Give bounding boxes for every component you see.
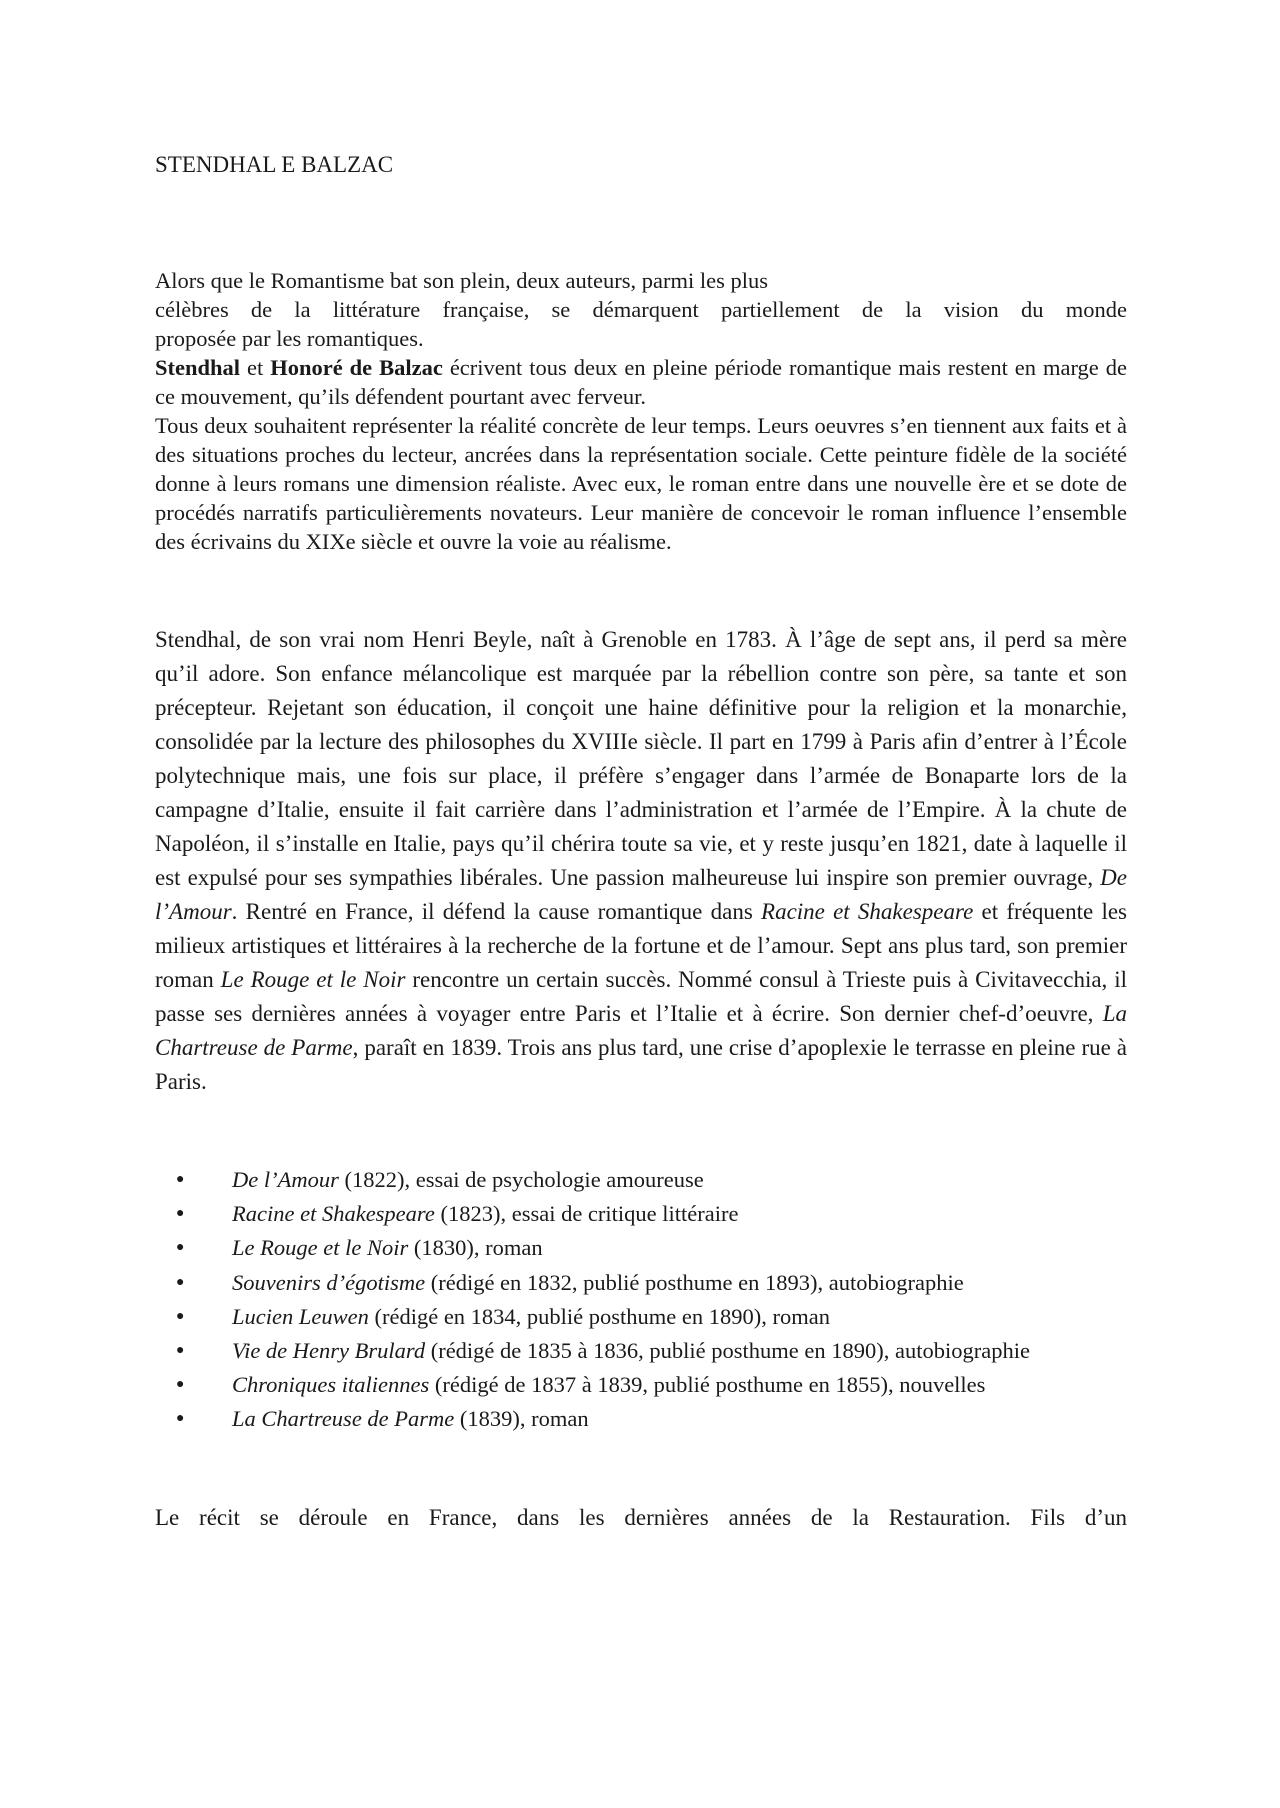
intro-paragraph-2 [155,353,1127,411]
list-item [155,1266,1127,1300]
bullet-icon: ● [176,1206,185,1222]
bullet-icon: ● [176,1411,185,1427]
author-name-balzac: Honoré de Balzac [270,355,443,380]
intro-line-3: proposée par les romantiques. [155,326,424,351]
bullet-icon: ● [176,1172,185,1187]
bio-text-3: et fréquente les milieux artistiques et littéraires à la recherche de la fortune et de l’amour. Sept ans plus tard, son premier roman [155,899,1128,992]
bio-title-racine: Racine et Shakespeare [761,899,974,924]
work-title: Chroniques italiennes [232,1372,430,1398]
bio-title-chartreuse: La Chartreuse de Parme [155,1001,1127,1060]
intro-paragraph-3: Tous deux souhaitent représenter la réalité concrète de leur temps. Leurs oeuvres s’en tiennent aux faits et à des situations proches du lecteur, ancrées dans la représentation sociale. Cette peinture fidèle de la société donne à leurs romans une dimension réaliste. Avec eux, le roman entre dans une nouvelle ère et se dote de procédés narratifs particulièrements novateurs. Leur manière de concevoir le roman influence l’ensemble des écrivains du XIXe siècle et ouvre la voie au réalisme. [155,413,1127,554]
work-title: Racine et Shakespeare [232,1201,435,1227]
work-details: (1839), roman [454,1406,589,1432]
biography-paragraph [155,623,1127,1099]
work-details: (1830), roman [408,1235,543,1261]
bio-text-2: . Rentré en France, il défend la cause romantique dans [231,899,762,924]
intro-p2-text-1: et [240,355,271,380]
bullet-icon: ● [176,1240,185,1256]
document-title: STENDHAL E BALZAC [155,152,394,177]
bio-title-de-lamour: De l’Amour [155,865,1127,924]
bullet-icon: ● [176,1377,185,1393]
work-details: (rédigé de 1835 à 1836, publié posthume en 1890), autobiographie [425,1338,1030,1364]
list-item [155,1163,1127,1197]
work-details: (rédigé de 1837 à 1839, publié posthume en 1855), nouvelles [429,1372,986,1398]
list-item [155,1368,1127,1402]
bullet-icon: ● [176,1308,185,1324]
list-item [155,1300,1127,1334]
work-details: (1822), essai de psychologie amoureuse [338,1167,704,1192]
stendhal-biography [155,623,1127,1099]
list-item [155,1231,1127,1265]
work-title: Le Rouge et le Noir [232,1235,409,1261]
work-title: Lucien Leuwen [232,1303,369,1329]
work-details: (rédigé en 1834, publié posthume en 1890), roman [368,1303,830,1329]
bio-text-4: rencontre un certain succès. Nommé consul à Trieste puis à Civitavecchia, il passe ses dernières années à voyager entre Paris et l’Italie et à écrire. Son dernier chef-d’oeuvre, [155,967,1127,1026]
work-title: Souvenirs d’égotisme [232,1269,426,1295]
bio-text-5: , paraît en 1839. Trois ans plus tard, une crise d’apoplexie le terrasse en pleine rue à Paris. [155,1035,1127,1094]
work-details: (rédigé en 1832, publié posthume en 1893), autobiographie [425,1269,964,1295]
novel-summary-start: Le récit se déroule en France, dans les dernières années de la Restauration. Fils d’un [155,1504,1127,1530]
author-name-stendhal: Stendhal [155,355,241,380]
work-details: (1823), essai de critique littéraire [434,1201,739,1227]
work-title: De l’Amour [232,1167,339,1192]
bio-title-rouge-noir: Le Rouge et le Noir [220,967,406,992]
bullet-icon: ● [176,1343,185,1359]
document-body [155,150,1127,1558]
intro-p2-text-2: écrivent tous deux en pleine période romantique mais restent en marge de ce mouvement, qu’ils défendent pourtant avec ferveur. [155,355,1127,409]
intro-line-1: Alors que le Romantisme bat son plein, deux auteurs, parmi les plus [155,268,769,293]
work-title: Vie de Henry Brulard [232,1338,426,1364]
work-title: La Chartreuse de Parme [232,1406,455,1432]
list-item [155,1402,1127,1436]
intro-section [155,266,1127,556]
works-list [155,1163,1127,1437]
bullet-icon: ● [176,1274,185,1290]
list-item [155,1197,1127,1231]
bio-text-1: Stendhal, de son vrai nom Henri Beyle, naît à Grenoble en 1783. À l’âge de sept ans, il perd sa mère qu’il adore. Son enfance mélancolique est marquée par la rébellion contre son père, sa tante et son précepteur. Rejetant son éducation, il conçoit une haine définitive pour la religion et la monarchie, consolidée par la lecture des philosophes du XVIIIe siècle. Il part en 1799 à Paris afin d’entrer à l’École polytechnique mais, une fois sur place, il préfère s’engager dans l’armée de Bonaparte lors de la campagne d’Italie, ensuite il fait carrière dans l’administration et l’armée de l’Empire. À la chute de Napoléon, il s’installe en Italie, pays qu’il chérira toute sa vie, et y reste jusqu’en 1821, date à laquelle il est expulsé pour ses sympathies libérales. Une passion malheureuse lui inspire son premier ouvrage, [155,627,1127,890]
intro-line-2: célèbres de la littérature française, se démarquent partiellement de la vision du monde [155,297,1127,322]
list-item [155,1334,1127,1368]
